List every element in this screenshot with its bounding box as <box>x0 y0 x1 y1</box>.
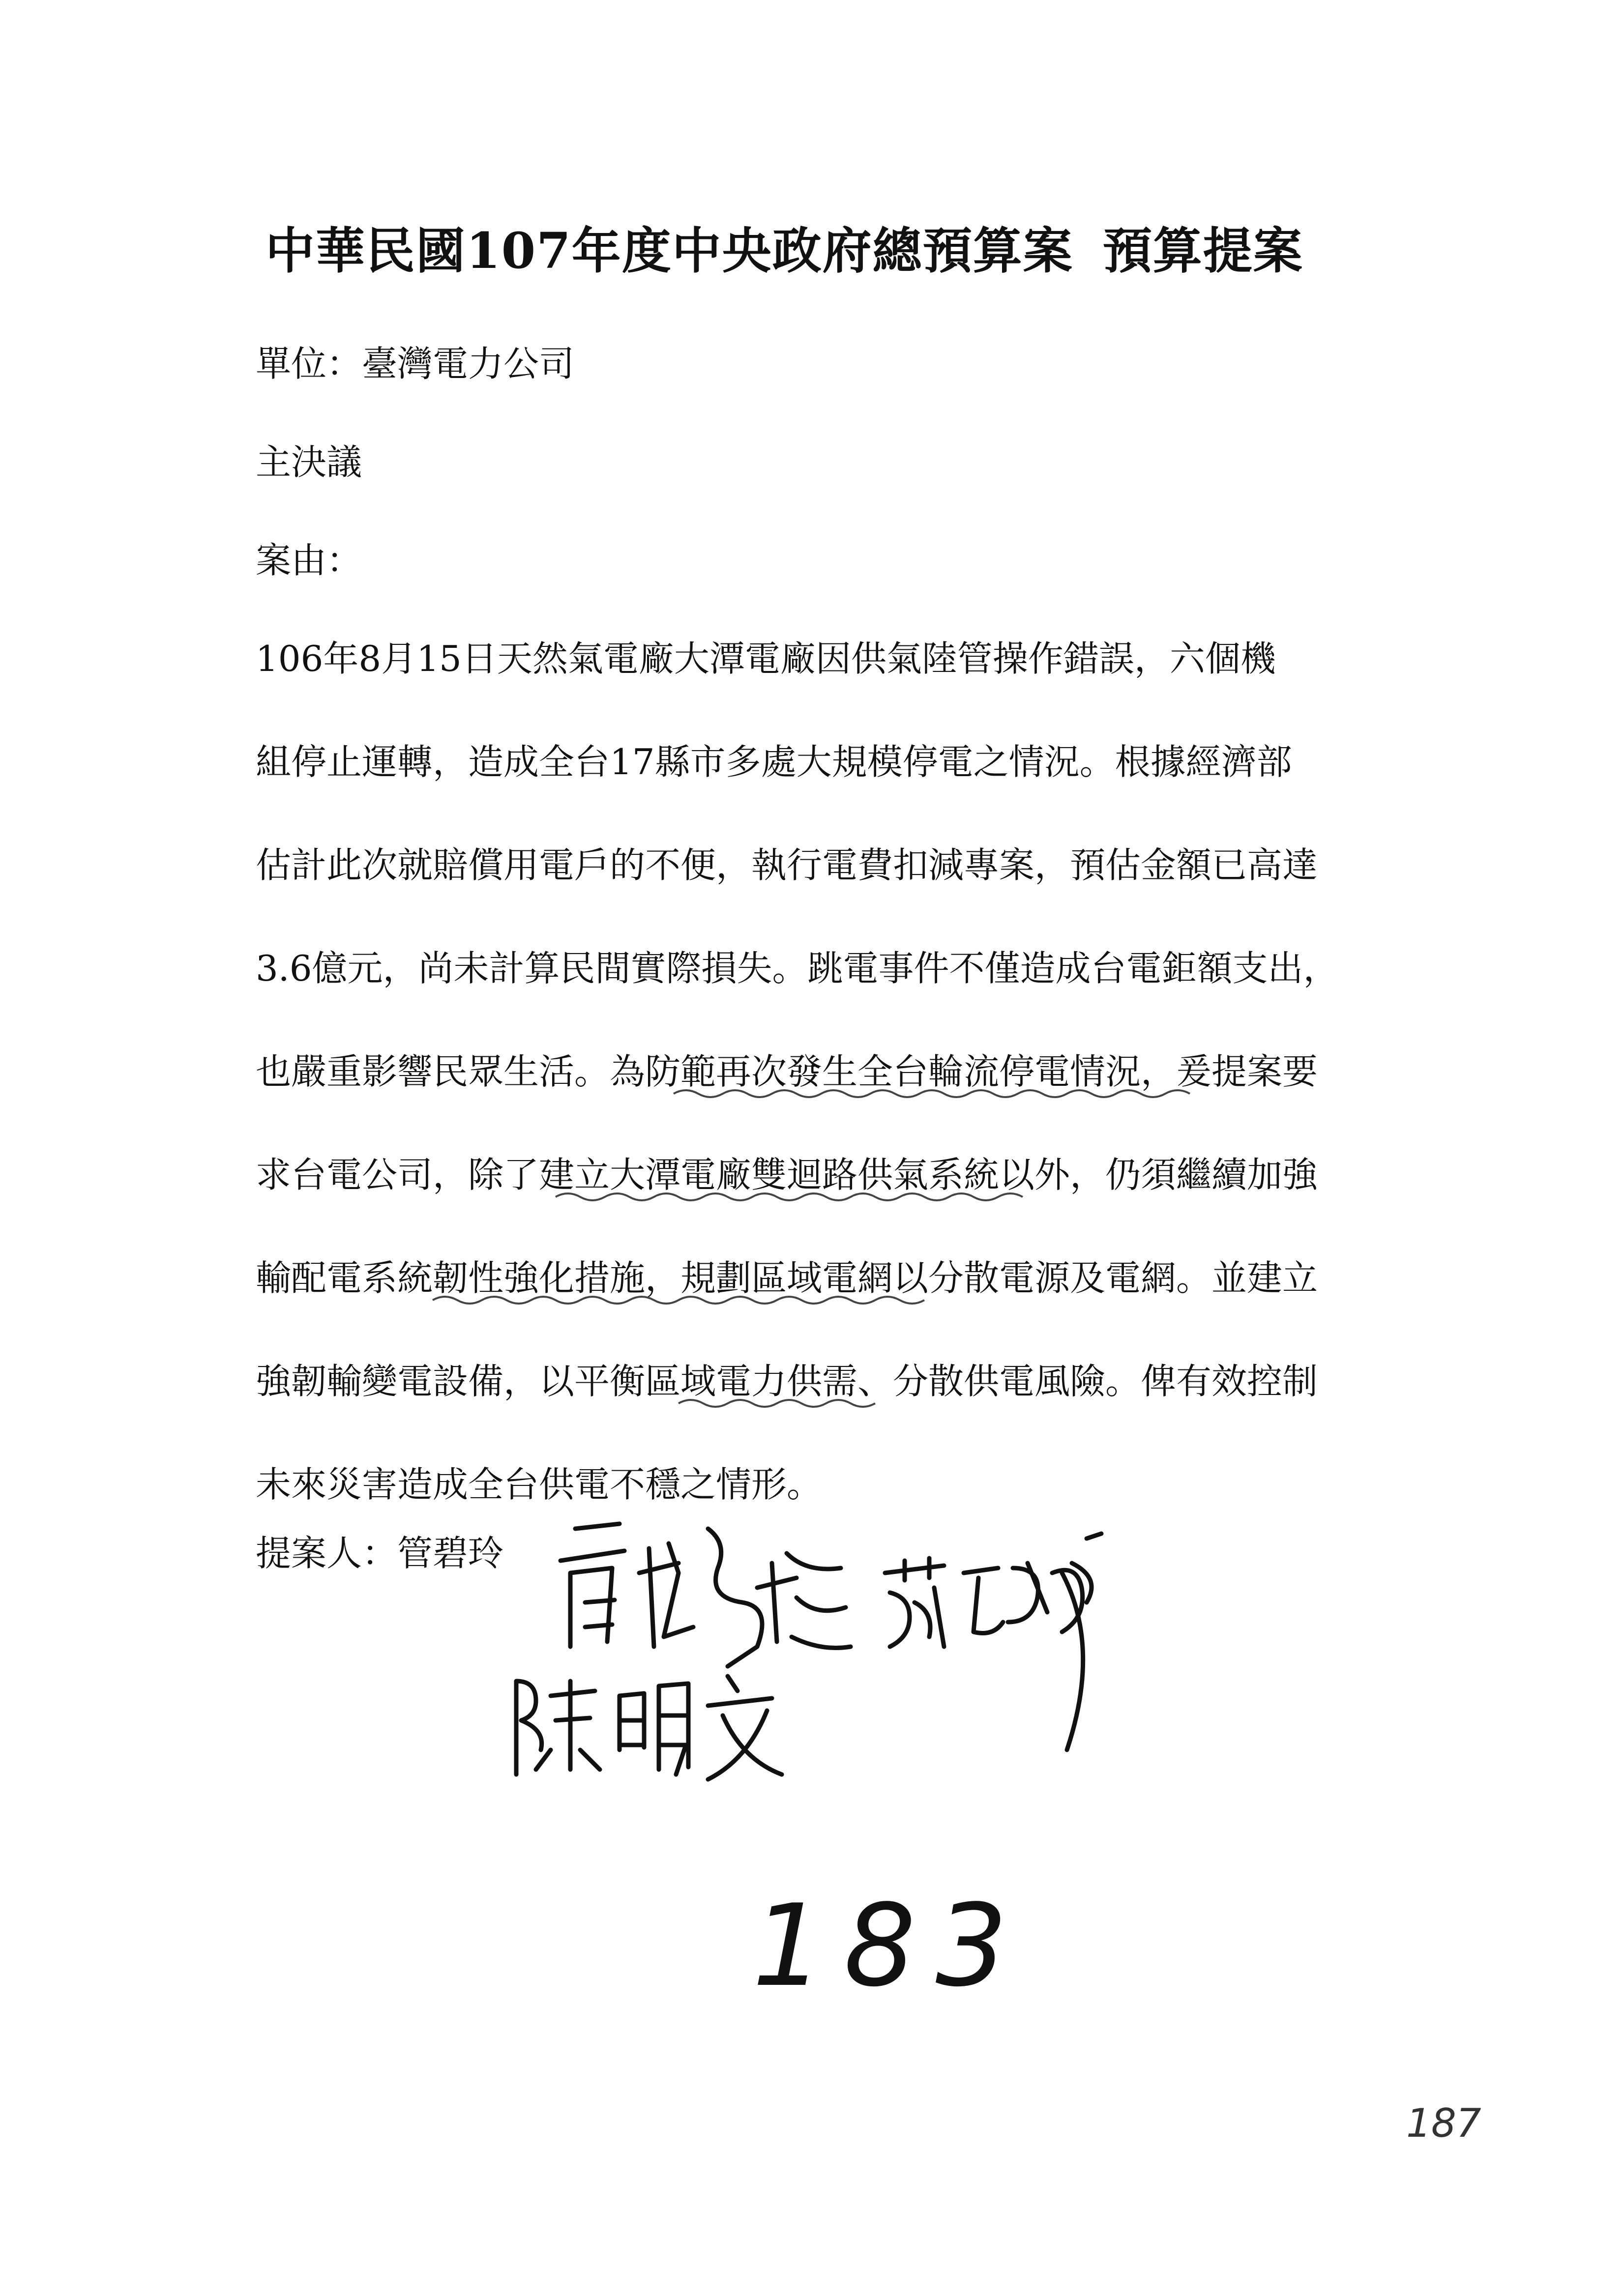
body-line: 估計此次就賠償用電戶的不便，執行電費扣減專案，預估金額已高達 <box>256 844 1318 886</box>
body-line: 未來災害造成全台供電不穩之情形。 <box>256 1464 823 1505</box>
title-main: 中華民國107年度中央政府總預算案 <box>266 222 1073 280</box>
page-number-large: 183 <box>752 1881 1027 2012</box>
proposer-line: 提案人：管碧玲 <box>256 1533 504 1574</box>
page-number-small: 187 <box>1406 2100 1481 2146</box>
body-line: 3.6億元，尚未計算民間實際損失。跳電事件不僅造成台電鉅額支出， <box>256 948 1339 989</box>
decision-label: 主決議 <box>256 441 362 483</box>
body-line: 輸配電系統韌性強化措施，規劃區域電網以分散電源及電網。並建立 <box>256 1257 1318 1299</box>
signature-chen-mingwen <box>516 1676 782 1779</box>
body-line: 求台電公司，除了建立大潭電廠雙迴路供氣系統以外，仍須繼續加強 <box>256 1154 1318 1195</box>
unit-line: 單位：臺灣電力公司 <box>256 343 575 384</box>
document-title <box>266 216 1396 285</box>
title-sub: 預算提案 <box>1102 222 1303 280</box>
body-line: 強韌輸變電設備，以平衡區域電力供需、分散供電風險。俾有效控制 <box>256 1361 1318 1402</box>
body-line: 組停止運轉，造成全台17縣市多處大規模停電之情況。根據經濟部 <box>256 741 1292 783</box>
reason-label: 案由： <box>256 540 362 581</box>
signature-guan-biling <box>561 1524 851 1666</box>
body-line: 也嚴重影響民眾生活。為防範再次發生全台輪流停電情況，爰提案要 <box>256 1051 1318 1092</box>
body-line: 106年8月15日天然氣電廠大潭電廠因供氣陸管操作錯誤，六個機 <box>256 638 1276 679</box>
signature-su-qiaohui <box>885 1534 1101 1750</box>
